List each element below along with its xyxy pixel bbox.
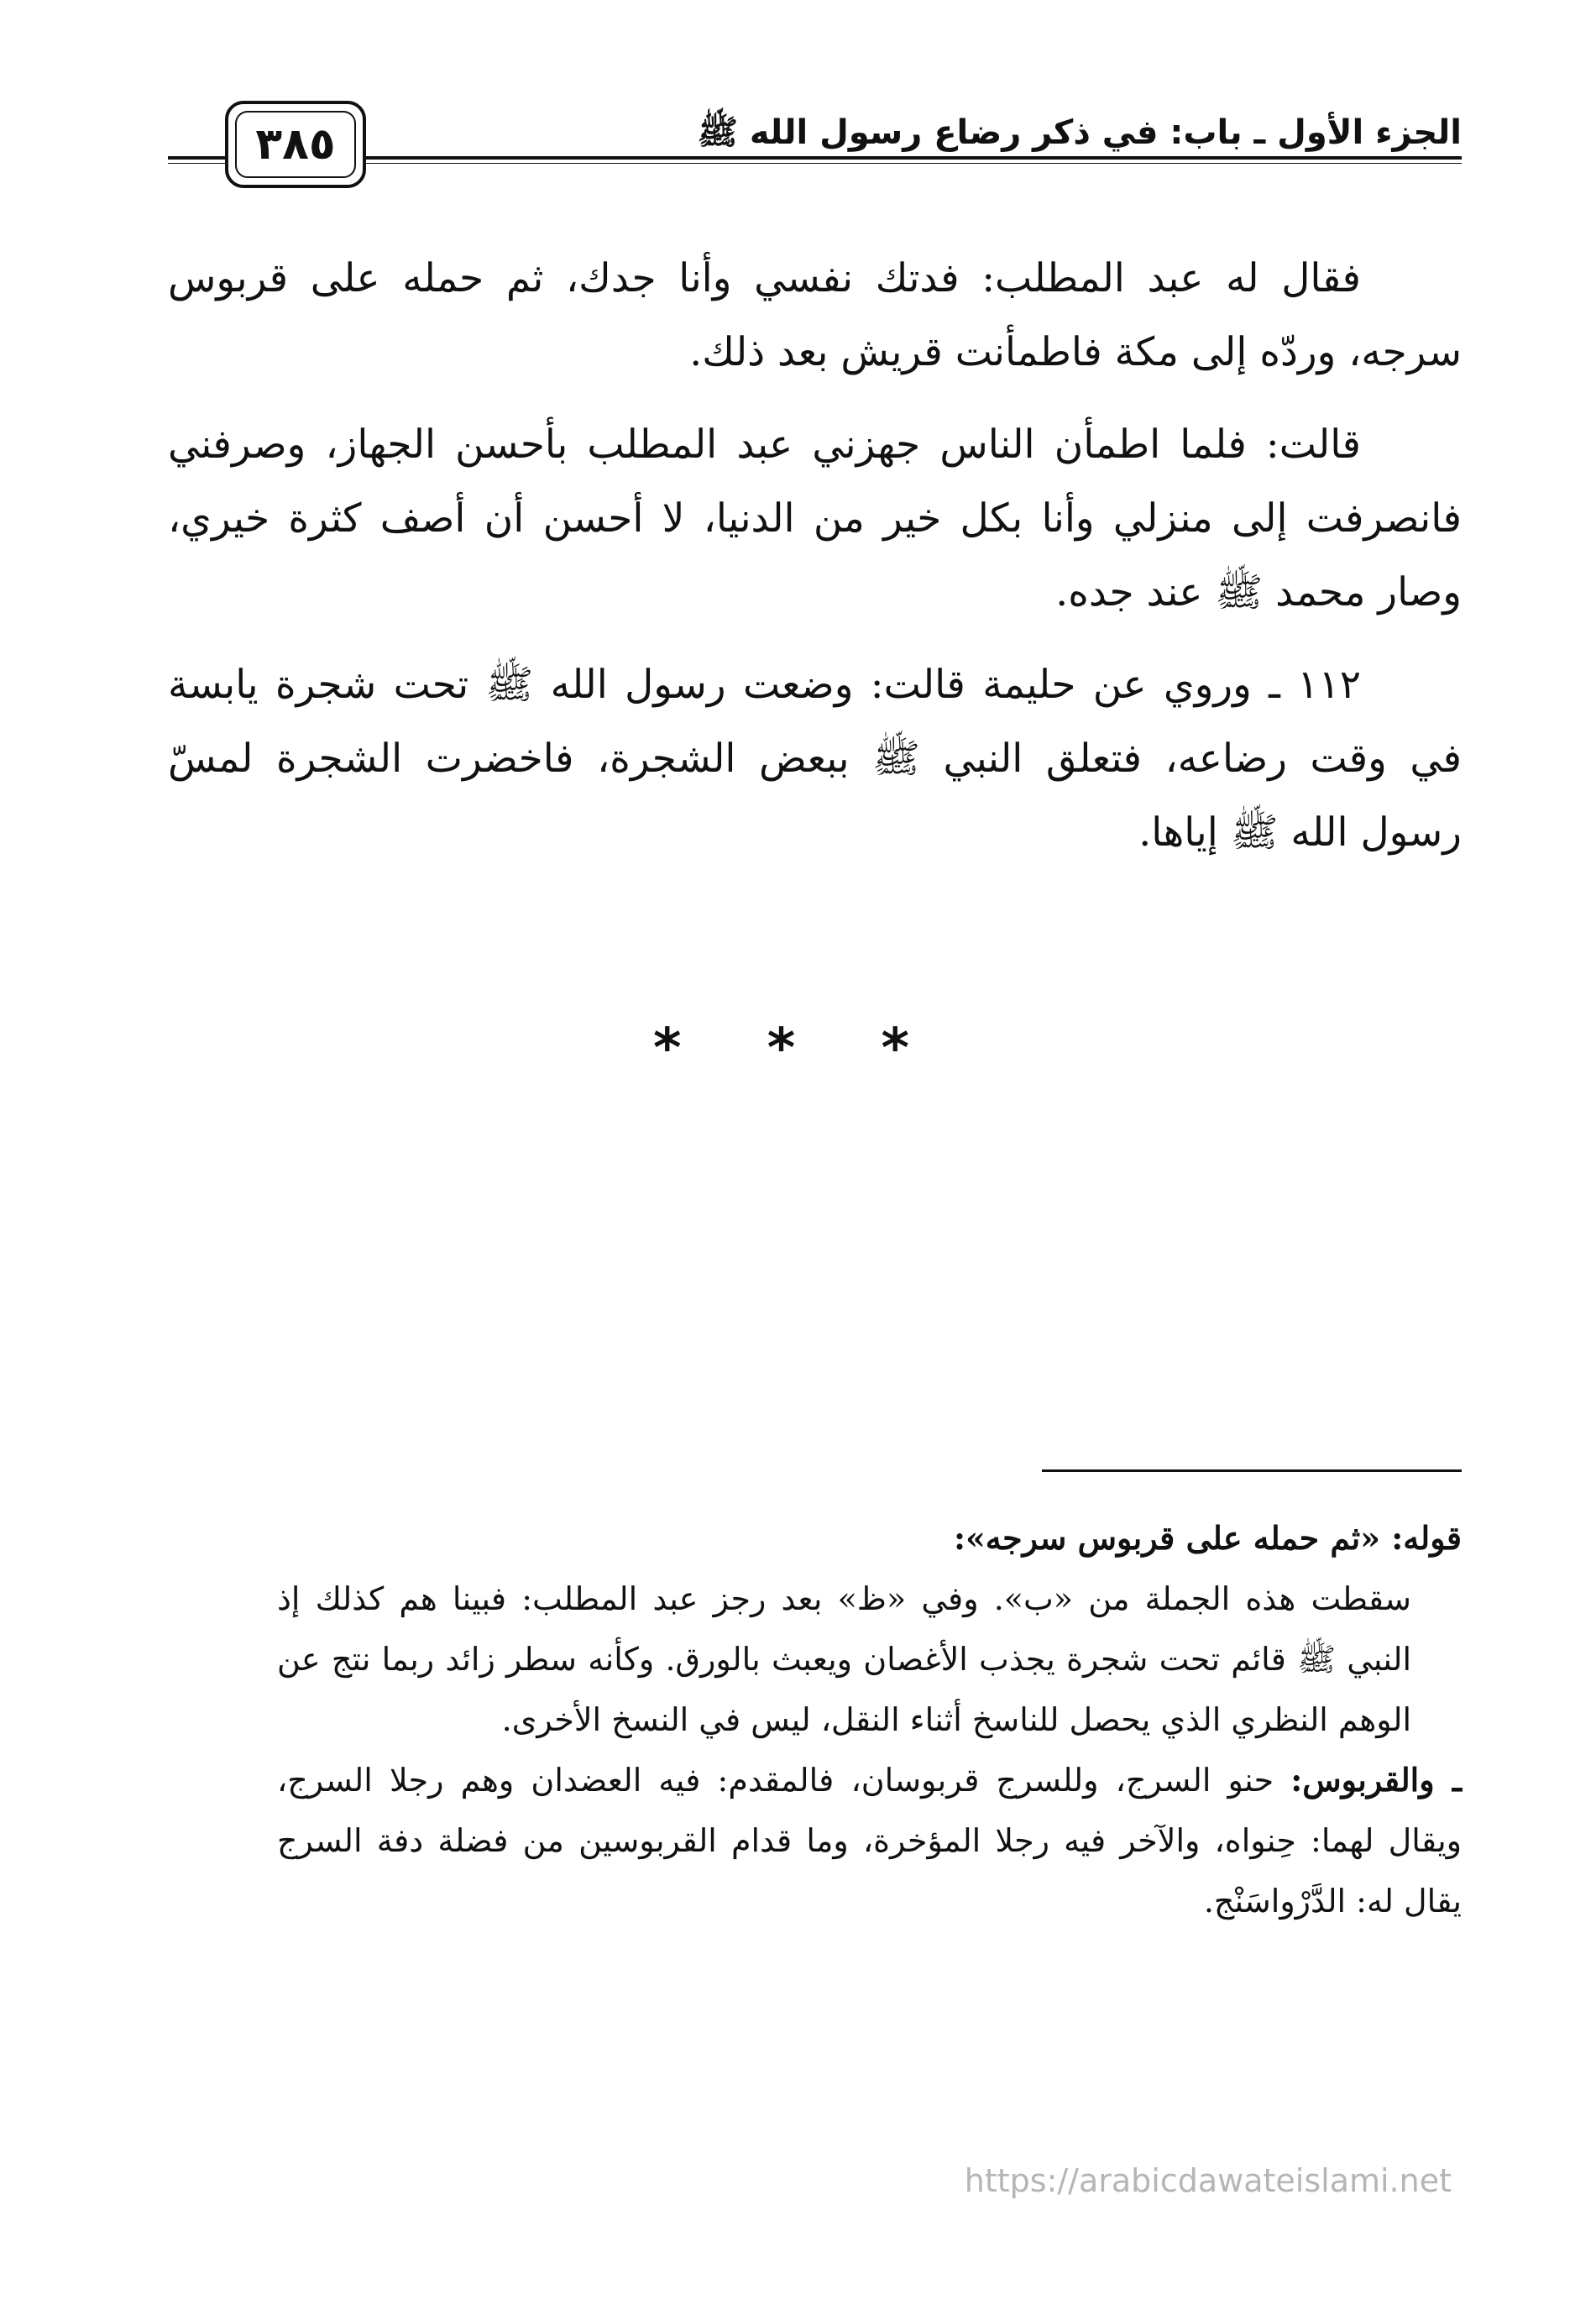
paragraph-3: ١١٢ ـ وروي عن حليمة قالت: وضعت رسول الله ﷺ تحت شجرة يابسة في وقت رضاعه، فتعلق النبي ﷺ ببعض الشجرة، فاخضرت الشجرة لمسّ رسول الله ﷺ إياها.: [168, 662, 1462, 856]
footnote-note-1: سقطت هذه الجملة من «ب». وفي «ظ» بعد رجز عبد المطلب: فبينا هم كذلك إذ النبي ﷺ قائم تحت شجرة يجذب الأغصان ويعبث بالورق. وكأنه سطر زائد ربما نتج عن الوهم النظري الذي يحصل للناسخ أثناء النقل، ليس في النسخ الأخرى.: [277, 1580, 1411, 1738]
main-text: [168, 242, 1462, 888]
running-head: الجزء الأول ـ باب: في ذكر رضاع رسول الله ﷺ: [697, 113, 1462, 152]
paragraph-1: فقال له عبد المطلب: فدتك نفسي وأنا جدك، ثم حمله على قربوس سرجه، وردّه إلى مكة فاطمأنت قريش بعد ذلك.: [168, 255, 1462, 375]
footnote-note-2: [277, 1750, 1462, 1931]
paragraph-2: قالت: فلما اطمأن الناس جهزني عبد المطلب بأحسن الجهاز، وصرفني فانصرفت إلى منزلي وأنا بكل خير من الدنيا، لا أحسن أن أصف كثرة خيري، وصار محمد ﷺ عند جده.: [168, 422, 1462, 615]
section-separator: * * *: [653, 1018, 943, 1080]
footnote-term: ـ والقربوس:: [1290, 1761, 1462, 1799]
page-number: ٣٨٥: [235, 111, 356, 178]
page-number-frame: [225, 101, 366, 188]
watermark-url: https://arabicdawateislami.net: [964, 2162, 1452, 2199]
footnote-note-2-text: حنو السرج، وللسرج قربوسان، فالمقدم: فيه العضدان وهم رجلا السرج، ويقال لهما: حِنواه، والآخر فيه رجلا المؤخرة، وما قدام القربوسين من فضلة دفة السرج يقال له: الدَّرْواسَنْج.: [277, 1762, 1462, 1920]
footnote-rule: [1042, 1469, 1462, 1472]
footnotes: [277, 1508, 1462, 1931]
footnote-heading: قوله: «ثم حمله على قربوس سرجه»:: [953, 1519, 1462, 1557]
